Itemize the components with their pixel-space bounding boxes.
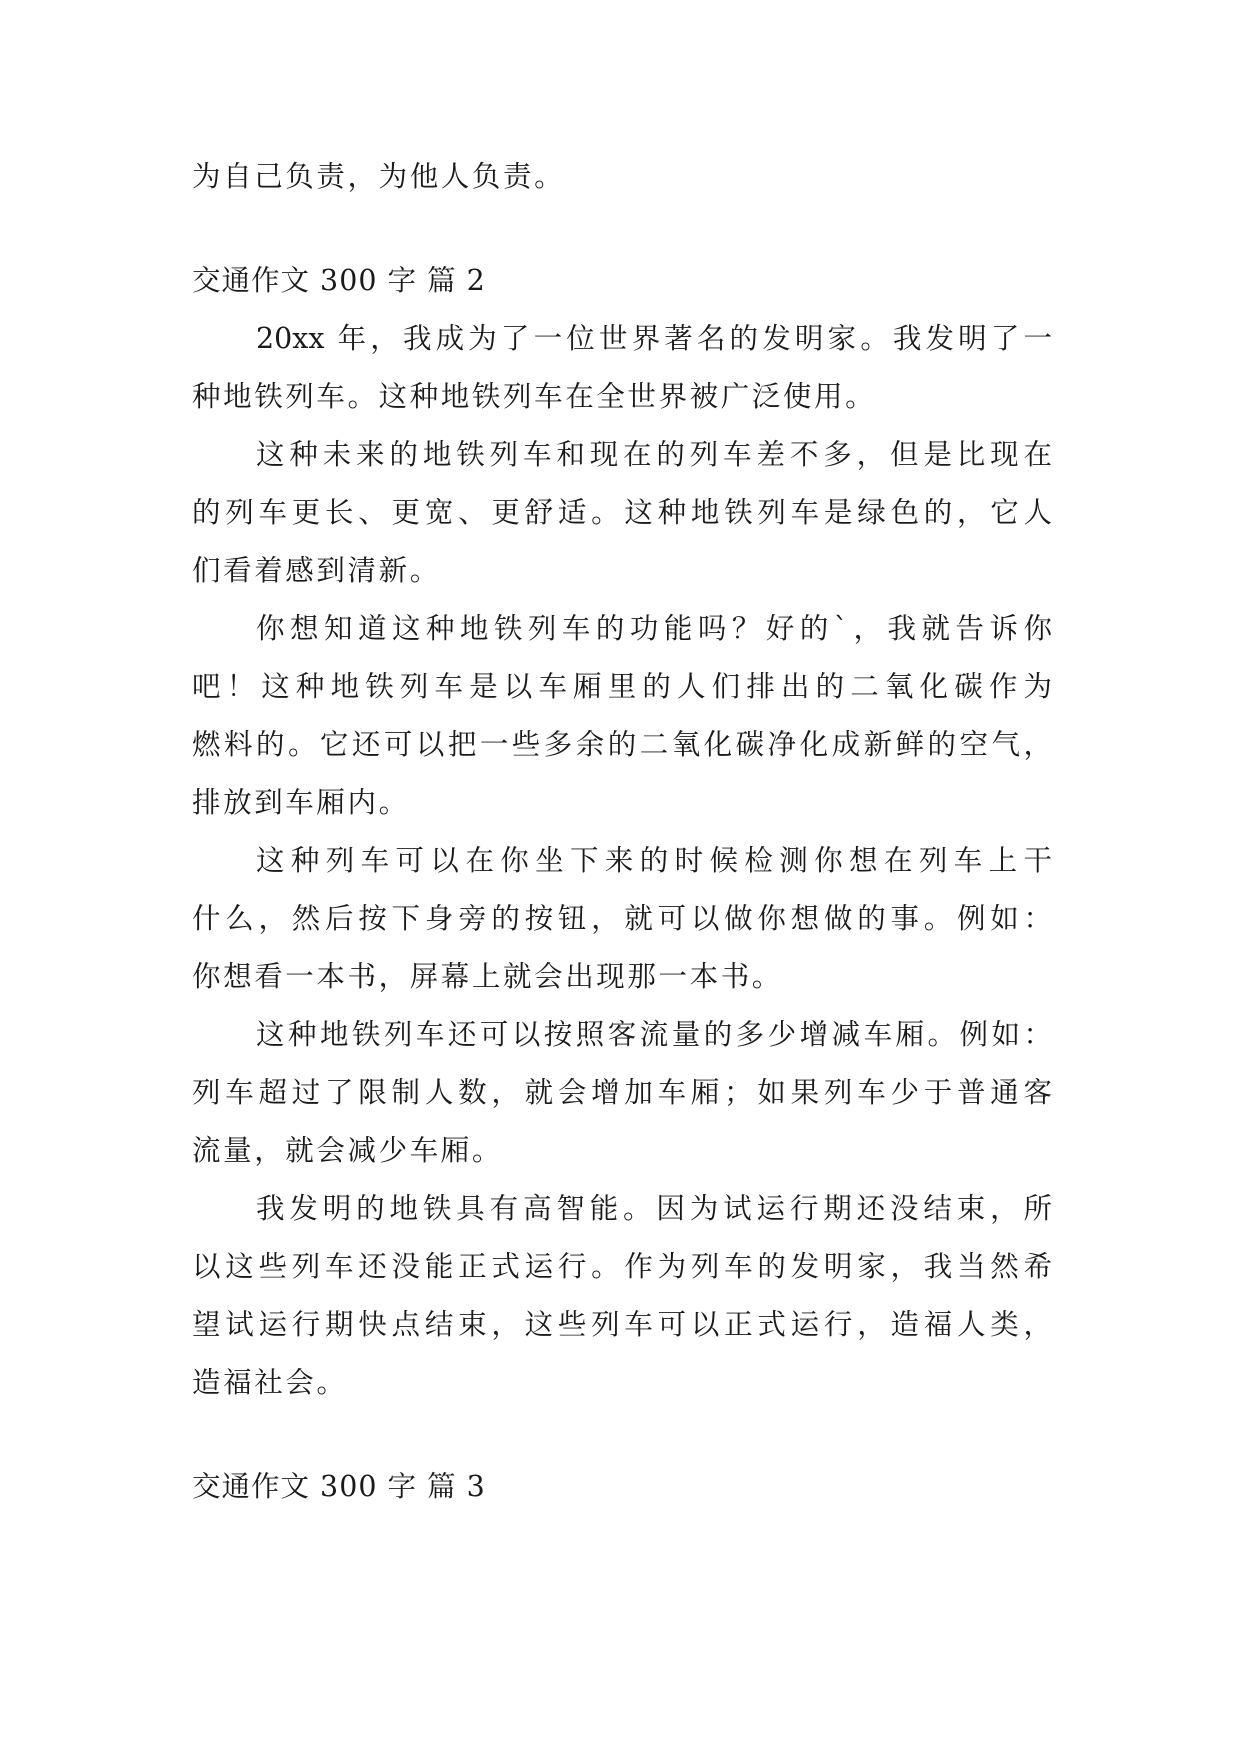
paragraph bbox=[192, 1006, 1052, 1180]
paragraph-line: 这种未来的地铁列车和现在的列车差不多，但是比现在 bbox=[256, 438, 1052, 471]
paragraph bbox=[192, 600, 1052, 832]
paragraph-line: 我发明的地铁具有高智能。因为试运行期还没结束，所 bbox=[256, 1192, 1052, 1225]
paragraph-line: 们看着感到清新。 bbox=[192, 554, 441, 587]
paragraph-line: 造福社会。 bbox=[192, 1366, 348, 1399]
paragraph bbox=[192, 310, 1052, 426]
paragraph-line: 20xx 年，我成为了一位世界著名的发明家。我发明了一 bbox=[256, 322, 1052, 355]
paragraph-line: 列车超过了限制人数，就会增加车厢；如果列车少于普通客 bbox=[192, 1076, 1052, 1109]
paragraph-line: 燃料的。它还可以把一些多余的二氧化碳净化成新鲜的空气， bbox=[192, 728, 1052, 761]
document-page bbox=[192, 148, 1052, 1516]
section-gap bbox=[192, 1412, 1052, 1458]
section-gap bbox=[192, 206, 1052, 252]
paragraph-line: 你想知道这种地铁列车的功能吗？好的`，我就告诉你 bbox=[256, 612, 1052, 645]
paragraph-line: 望试运行期快点结束，这些列车可以正式运行，造福人类， bbox=[192, 1308, 1052, 1341]
paragraph bbox=[192, 1180, 1052, 1412]
paragraph-line: 什么，然后按下身旁的按钮，就可以做你想做的事。例如： bbox=[192, 902, 1052, 935]
paragraph-line: 为自己负责，为他人负责。 bbox=[192, 160, 566, 193]
paragraph bbox=[192, 832, 1052, 1006]
paragraph-line: 的列车更长、更宽、更舒适。这种地铁列车是绿色的，它人 bbox=[192, 496, 1052, 529]
paragraph-line: 吧！这种地铁列车是以车厢里的人们排出的二氧化碳作为 bbox=[192, 670, 1052, 703]
paragraph-line: 种地铁列车。这种地铁列车在全世界被广泛使用。 bbox=[192, 380, 877, 413]
paragraph-line: 排放到车厢内。 bbox=[192, 786, 410, 819]
paragraph-line: 流量，就会减少车厢。 bbox=[192, 1134, 504, 1167]
paragraph-line: 你想看一本书，屏幕上就会出现那一本书。 bbox=[192, 960, 783, 993]
section-heading: 交通作文 300 字 篇 2 bbox=[192, 264, 486, 297]
paragraph-line: 这种地铁列车还可以按照客流量的多少增减车厢。例如： bbox=[256, 1018, 1052, 1051]
section-heading: 交通作文 300 字 篇 3 bbox=[192, 1470, 486, 1503]
paragraph bbox=[192, 426, 1052, 600]
paragraph-line: 以这些列车还没能正式运行。作为列车的发明家，我当然希 bbox=[192, 1250, 1052, 1283]
paragraph-line: 这种列车可以在你坐下来的时候检测你想在列车上干 bbox=[256, 844, 1052, 877]
